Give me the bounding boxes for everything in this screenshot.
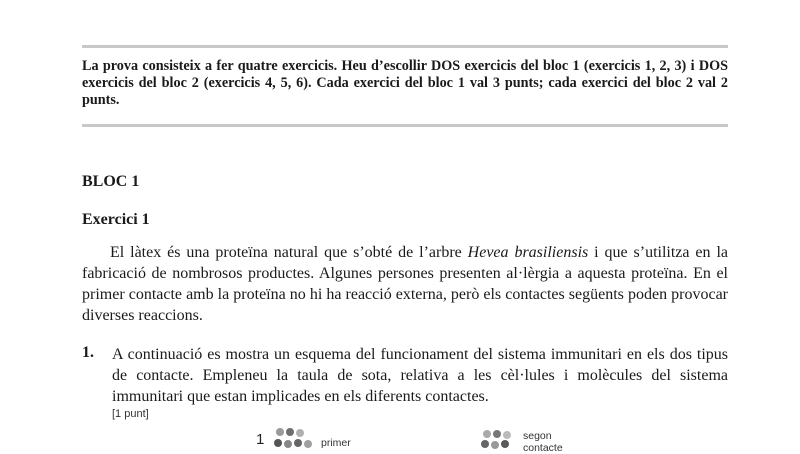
question-number: 1. — [82, 344, 94, 361]
exercise-title: Exercici 1 — [82, 211, 150, 228]
top-divider — [82, 45, 728, 48]
immune-system-diagram — [0, 425, 800, 454]
bloc-title: BLOC 1 — [82, 173, 140, 190]
species-name: Hevea brasiliensis — [467, 244, 589, 261]
first-contact-cells-icon — [274, 428, 314, 450]
bottom-divider — [82, 124, 728, 127]
second-contact-label-line1: segon — [523, 430, 552, 442]
intro-text-2: i que s’utilitza en la fabricació de nombrosos productes. Algunes persones presenten al·lèrgia a aquesta proteïna. En el primer contacte amb la proteïna no hi ha reacció externa, però els contactes següents poden provocar diverses reaccions. — [82, 244, 728, 324]
second-contact-cells-icon — [481, 430, 517, 450]
second-contact-label-line2: contacte — [523, 442, 563, 454]
figure-number: 1 — [256, 431, 265, 448]
intro-text-1: El làtex és una proteïna natural que s’obté de l’arbre — [110, 244, 468, 261]
question-text: A continuació es mostra un esquema del funcionament del sistema immunitari en els dos tipus de contacte. Empleneu la taula de sota, relativa a les cèl·lules i molècules del sistema immunitari que estan implicades en els diferents contactes. — [112, 346, 728, 405]
second-contact-label — [523, 430, 563, 454]
question-points: [1 punt] — [112, 408, 149, 420]
first-contact-label: primer — [321, 437, 351, 449]
exam-instructions: La prova consisteix a fer quatre exercicis. Heu d’escollir DOS exercicis del bloc 1 (exercicis 1, 2, 3) i DOS exercicis del bloc 2 (exercicis 4, 5, 6). Cada exercici del bloc 1 val 3 punts; cada exercici del bloc 2 val 2 punts. — [82, 58, 728, 108]
exercise-intro — [82, 242, 728, 326]
